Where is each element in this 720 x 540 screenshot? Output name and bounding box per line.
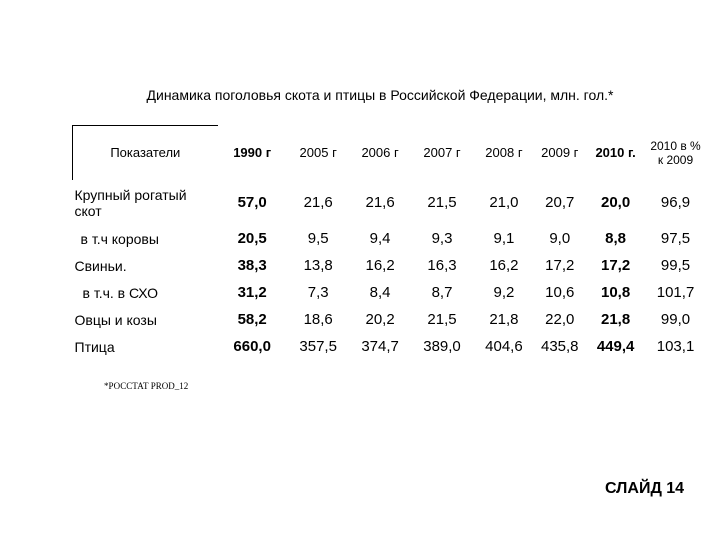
cell-2010-vs-2009: 99,5 <box>660 256 691 274</box>
table-header-row <box>73 126 706 181</box>
cell-2007: 21,5 <box>427 193 457 211</box>
row-label: в т.ч. в СХО <box>82 284 159 301</box>
cell-2008: 21,0 <box>489 193 519 211</box>
row-label: Птица <box>74 338 115 355</box>
cell-2006: 16,2 <box>365 256 395 274</box>
header-indicators: Показатели <box>73 126 218 181</box>
cell-2010-vs-2009: 99,0 <box>660 310 691 328</box>
cell-2010-vs-2009: 96,9 <box>660 193 691 211</box>
cell-2010: 10,8 <box>600 283 631 301</box>
table-row <box>73 180 706 225</box>
cell-2009: 435,8 <box>540 337 579 355</box>
cell-2006: 374,7 <box>361 337 399 355</box>
cell-1990: 57,0 <box>237 193 267 211</box>
table-row <box>73 306 706 333</box>
cell-1990: 58,2 <box>237 310 267 328</box>
cell-2008: 9,1 <box>493 229 515 247</box>
cell-2010: 8,8 <box>605 229 627 247</box>
cell-2007: 21,5 <box>427 310 457 328</box>
table-row <box>73 225 706 252</box>
cell-2009: 17,2 <box>545 256 575 274</box>
cell-2005: 357,5 <box>299 337 337 355</box>
table-row <box>73 252 706 279</box>
cell-2006: 20,2 <box>365 310 395 328</box>
livestock-table <box>72 125 705 360</box>
cell-2010-vs-2009: 103,1 <box>656 337 695 355</box>
cell-2006: 9,4 <box>369 229 391 247</box>
cell-2007: 16,3 <box>427 256 457 274</box>
cell-2010-vs-2009: 97,5 <box>660 229 691 247</box>
cell-2009: 10,6 <box>545 283 575 301</box>
cell-2010: 449,4 <box>596 337 635 355</box>
header-1990: 1990 г <box>233 144 272 160</box>
slide-number: СЛАЙД 14 <box>605 480 685 497</box>
cell-2008: 9,2 <box>493 283 515 301</box>
cell-1990: 20,5 <box>237 229 267 247</box>
cell-2006: 21,6 <box>365 193 395 211</box>
cell-2010: 17,2 <box>600 256 631 274</box>
cell-2005: 13,8 <box>303 256 333 274</box>
header-2007: 2007 г <box>423 144 461 160</box>
cell-2007: 8,7 <box>431 283 453 301</box>
header-2010-vs-2009: 2010 в % к 2009 <box>650 138 701 167</box>
row-label: Овцы и козы <box>74 311 157 328</box>
cell-2008: 16,2 <box>489 256 519 274</box>
header-2009: 2009 г <box>541 144 579 160</box>
cell-2010-vs-2009: 101,7 <box>656 283 695 301</box>
cell-2010: 20,0 <box>600 193 631 211</box>
table-row <box>73 279 706 306</box>
cell-2005: 9,5 <box>307 229 329 247</box>
source-note: *РОССТАТ PROD_12 <box>104 381 189 391</box>
row-label: в т.ч коровы <box>80 230 159 247</box>
row-label: Свиньи. <box>74 257 127 274</box>
header-2010: 2010 г. <box>595 144 636 160</box>
cell-2008: 21,8 <box>489 310 519 328</box>
cell-2009: 22,0 <box>545 310 575 328</box>
cell-2005: 21,6 <box>303 193 333 211</box>
cell-2007: 389,0 <box>423 337 461 355</box>
cell-2009: 20,7 <box>545 193 575 211</box>
header-2006: 2006 г <box>361 144 399 160</box>
cell-1990: 660,0 <box>233 337 271 355</box>
cell-1990: 38,3 <box>237 256 267 274</box>
header-2008: 2008 г <box>485 144 523 160</box>
table-row <box>73 333 706 360</box>
cell-2008: 404,6 <box>485 337 523 355</box>
row-label: Крупный рогатый скот <box>74 186 187 219</box>
cell-2005: 18,6 <box>303 310 333 328</box>
cell-2005: 7,3 <box>307 283 329 301</box>
cell-2009: 9,0 <box>549 229 571 247</box>
header-2005: 2005 г <box>299 144 337 160</box>
cell-2007: 9,3 <box>431 229 453 247</box>
cell-2010: 21,8 <box>600 310 631 328</box>
cell-2006: 8,4 <box>369 283 391 301</box>
cell-1990: 31,2 <box>237 283 267 301</box>
table-title: Динамика поголовья скота и птицы в Российской Федерации, млн. гол.* <box>146 87 614 103</box>
